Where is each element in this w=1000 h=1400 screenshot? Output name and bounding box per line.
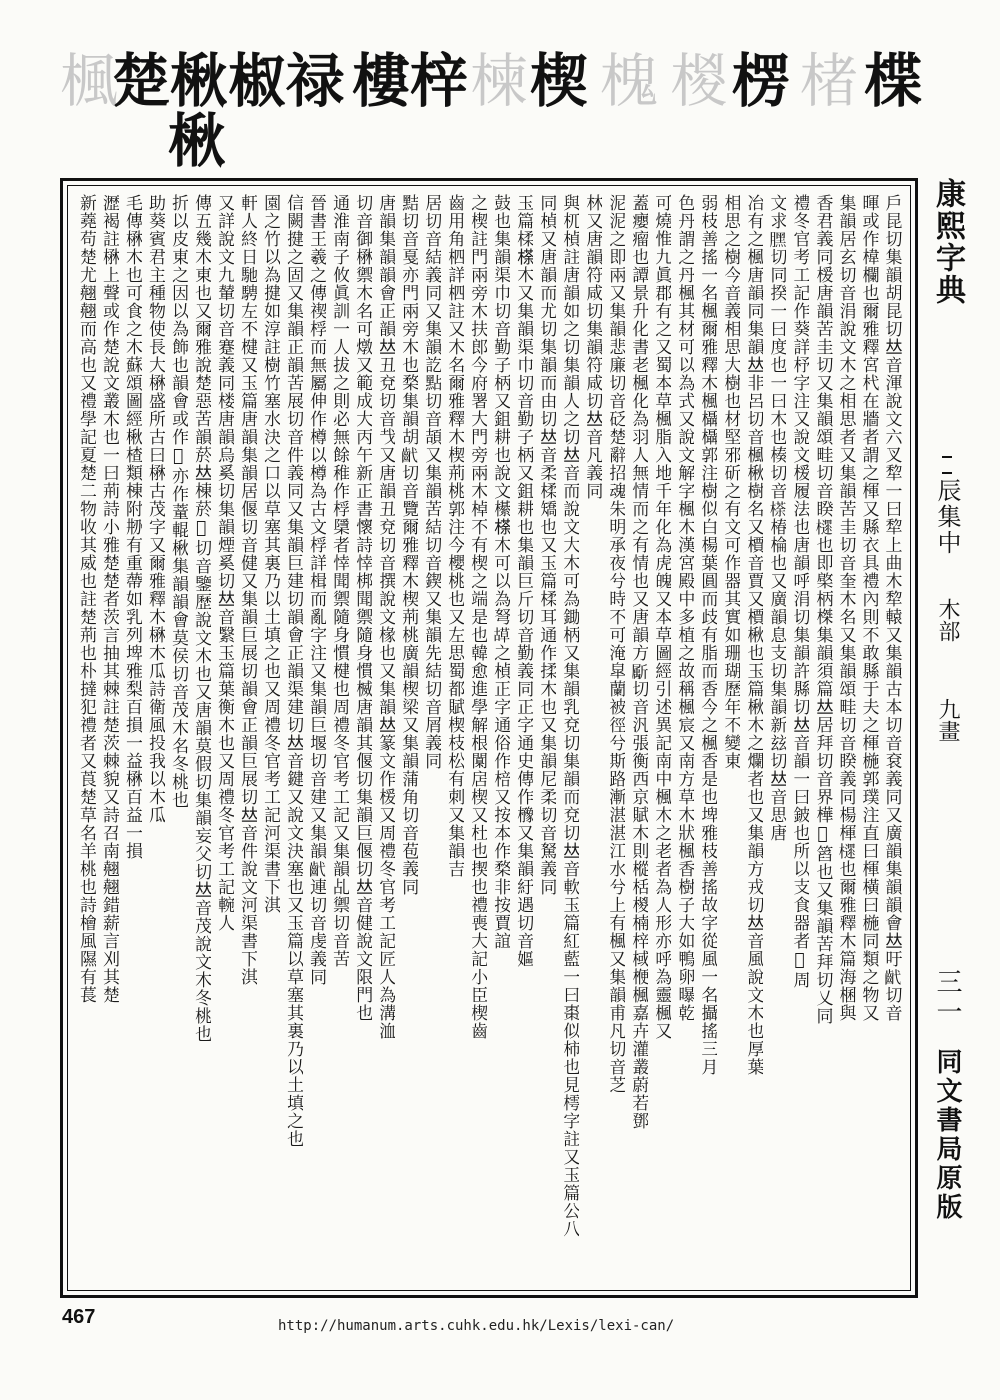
text-column: 居切音結義同又集韻訖點切音頡又集韻苦結切音鍥又集韻先結切音屑義同 [421, 194, 442, 770]
text-column: 同楨又唐韻而尤切集韻而由切𠀤音柔楺矯也又玉篇楺耳通作揉木也又集韻尼柔切音駑義同 [536, 194, 557, 896]
seal-group-4: 楞 [732, 47, 791, 115]
text-column: 暉或作椲欄也爾雅釋宮杙在牆者謂之楎又縣衣具禮內則不敢縣于夫之楎椸郭璞注直曰楎橫曰椸同類之物又 [858, 194, 879, 1022]
side-title-strip [924, 178, 970, 1298]
text-column: 傳五幾木東也又爾雅說楚惡苦韻菸𠀤棟菸𦆼切音鑒歷說文木也又唐韻莫假切集韻妄父切𠀤音茂說文木冬桃也 [191, 194, 212, 1043]
text-column: 與杌楨註唐韻如之切集韻人之切𠀤音而說文大木可為鋤柄又集韻乳兗切集韻而兗切𠀤音軟玉篇紅藍一曰棗似柿也見樗字註又玉篇公八 [559, 194, 580, 1238]
text-column: 香君義同楥唐韻苦圭切又集韻頌畦切音睽𣝋也即𣘼柄榤集韻須篇𠀤居拜切音界樺𣜸䈱也又集韻苦拜切乂同 [812, 194, 833, 1025]
seal-script-header [60, 40, 940, 180]
text-column: 可燒惟九眞郡有之又蜀本草楓脂入地千年化為虎魄又本草圖經引述異記南中楓木之老者為人形亦呼為靈楓又 [651, 194, 672, 1040]
text-column: 𤁋褐註楙上聲或作楚說文叢木也一曰荊詩小雅楚楚者茨言抽其棘註楚茨棘貌又詩召南翹翹錯薪言刈其楚 [99, 194, 120, 1004]
text-column: 毛傳楙木也可食之木蘇頌圖經楸楂類棟附刱有重蔕如乳列埤雅梨百損一益楙百益一損 [122, 194, 143, 860]
text-column: 之楔註門兩旁木扶郎今府署大門旁兩木棹不有楔之端是也韓愈進學解根闑扂楔又杜也揳也禮喪大記小臣楔齒 [467, 194, 488, 1040]
text-column: 折以皮東之因以為飾也韻會或作𣕡亦作蕫輥楸集韻韻會莫侯切音茂木名冬桃也 [168, 194, 189, 809]
text-column: 禮冬官考工記作葵詳杼字注又說文楥履法也唐韻呼涓切集韻許縣切𠀤音韻一曰鈹也所以支食器者𧇡周 [789, 194, 810, 989]
faded-seal: 楝 [470, 47, 529, 115]
text-column: 色丹謂之丹楓其材可以為式又說文解字楓木漢宮殿中多植之故稱楓宸又南方草木狀楓香樹子大如鴨卵曝乾 [674, 194, 695, 1022]
faded-seal: 槐 [600, 47, 659, 115]
radical-label: 木部 [935, 598, 960, 642]
text-column: 助葵賓君主種物使長大楙盛所古曰楙古茂字又爾雅釋木楙木瓜詩衛風投我以木瓜 [145, 194, 166, 824]
title-divider [942, 456, 952, 474]
seal-group-1: 楚楸椒禄 [112, 47, 345, 115]
text-column: 園之竹以為揵如淳註樹竹塞水決之口以草塞其裏乃以土填之也又周禮冬官考工記河渠書下淇 [260, 194, 281, 914]
main-text-frame [60, 178, 918, 1298]
source-url-link[interactable]: http://humanum.arts.cuhk.edu.hk/Lexis/lexi-can/ [278, 1318, 675, 1334]
text-column: 齒用角柶詳柶註又木名爾雅釋木楔荊桃郭注今櫻桃也又左思蜀都賦楔枝松有刺又集韻吉 [444, 194, 465, 878]
text-column: 戶昆切集韻胡昆切𠀤音渾說文六叉犂一曰犂上曲木犂轅又集韻古本切音袞義同又廣韻集韻韻會𠀤吁𢎕切音 [881, 194, 902, 1022]
text-column: 弱枝善搖一名楓爾雅釋木楓欇欇郭注樹似白楊葉圓而歧有脂而香今之楓香是也埤雅枝善搖故字從風一名攝搖三月 [697, 194, 718, 1076]
text-column: 蓋癭瘤也譚景升化書老楓化為羽人無情而之有情也又唐韻方𣃁切音汎張衡西京賦木則樅栝椶楠梓棫楩楓嘉卉灌叢蔚若鄧 [628, 194, 649, 1130]
faded-seal: 楮 [800, 47, 859, 115]
text-column: 泥泥之即兩又集韻悲廉切音砭楚辭招魂朱明承夜兮時不可淹皐蘭被徑兮斯路漸湛湛江水兮上有楓又集韻甫凡切音芝 [605, 194, 626, 1094]
text-column: 冶有之楓唐韻同集韻𠀤非呂切音楓楸樹名又檟音賈又檟楸也玉篇楸木之爛者也又集韻方戎切𠀤音風說文木也厚葉 [743, 194, 764, 1076]
text-column: 玉篇楺𣘻木又集韻渠巾切音勤子柄又鉏耕也集韻巨斤切音勤義同正字通史傳作櫲又集韻紆遇切音嫗 [513, 194, 534, 968]
text-column: 林又唐韻符咸切集韻符咸切𠀤音凡義同 [582, 194, 603, 500]
publisher-label: 同文書局原版 [932, 1048, 962, 1222]
seal-group-2: 樓梓 [352, 47, 469, 115]
main-text-inner-frame [67, 185, 911, 1291]
text-column: 軒人終日馳騁左不楗又玉篇唐韻集韻居偃切音健又集韻巨展切韻會正韻巨展切𠀤音件說文河渠書下淇 [237, 194, 258, 986]
volume-section: 辰集中 [933, 478, 961, 556]
seal-extra: 楸 [168, 107, 227, 175]
text-column: 新蕘苟楚尤翹翹而高也又禮學記夏楚二物收其威也註楚荊也朴撻犯禮者又莨楚草名羊桃也詩檜風隰有萇 [76, 194, 96, 1004]
text-column: 相思之樹今音義相思大樹也材堅邪斫之有文可作器其實如珊瑚歷年不變東 [720, 194, 741, 770]
text-column: 文求𣎚切同揆一曰度也一曰木也楱切音𣘻椿棆也又廣韻息支切集韻新玆切𠀤音思唐 [766, 194, 787, 842]
chinese-page-number: 三一 [932, 968, 962, 1028]
text-column: 信闕揵之固又集韻正韻苦展切音件義同又集韻巨建切韻會正韻渠建切𠀤音鍵又說文決塞也又玉篇以草塞其裏乃以土填之也 [283, 194, 304, 1148]
text-columns [76, 194, 902, 1282]
text-column: 通淮南子攸眞訓一人拔之則必無餘稚作桴檃者悻聞禦隨身慣楗也周禮冬官考工記又集韻乩禦切音苦 [329, 194, 350, 968]
stroke-count-label: 九畫 [935, 698, 960, 742]
book-title: 康熙字典 [930, 178, 965, 306]
faded-seal: 椶 [670, 47, 729, 115]
text-column: 又詳說文九輦切音蹇義同楼唐韻烏奚切集韻煙奚切𠀤音繄玉篇葉衡木也又周禮冬官考工記䡝人 [214, 194, 235, 932]
text-column: 鼓也集韻渠巾切音勤子柄又鉏耕也說文櫀𣘻木可以為弩𦹯之楨正字通俗作棓又按本作楘非按賈誼 [490, 194, 511, 950]
text-column: 唐韻集韻韻會正韻𠀤丑兗切音𢦏又唐韻丑兗切音撰說文椽也又集韻𠀤篆文作楥又周禮冬官考工記匠人為溝洫 [375, 194, 396, 1040]
faded-seal: 楓 [60, 47, 119, 115]
seal-group-5: 楪 [864, 47, 923, 115]
page-number: 467 [62, 1306, 96, 1328]
text-column: 切音御楙禦木名可燉又範成大丙午新正書懷詩悻梆聞禦隨身慣楲唐韻其偃切集韻巨偃切𠀤音健說文限門也 [352, 194, 373, 1022]
text-column: 黠切音戛亦門兩旁木也楘集韻胡𢎕切音覽爾雅釋木楔荊桃廣韻楔梁又集韻蒲角切音苞義同 [398, 194, 419, 896]
text-column: 晉書王羲之傳禊桴而無屬伸作樽以樽為古文桴詳楫而亂字注又集韻巨堰切音建又集韻𢎕連切音虔義同 [306, 194, 327, 986]
seal-group-3: 楔 [530, 47, 589, 115]
text-column: 集韻居玄切音涓說文木之相思者又集韻苦圭切音奎木名又集韻頌畦切音睽義同楊楎𣝋也爾雅釋木篇海棞與 [835, 194, 856, 1022]
